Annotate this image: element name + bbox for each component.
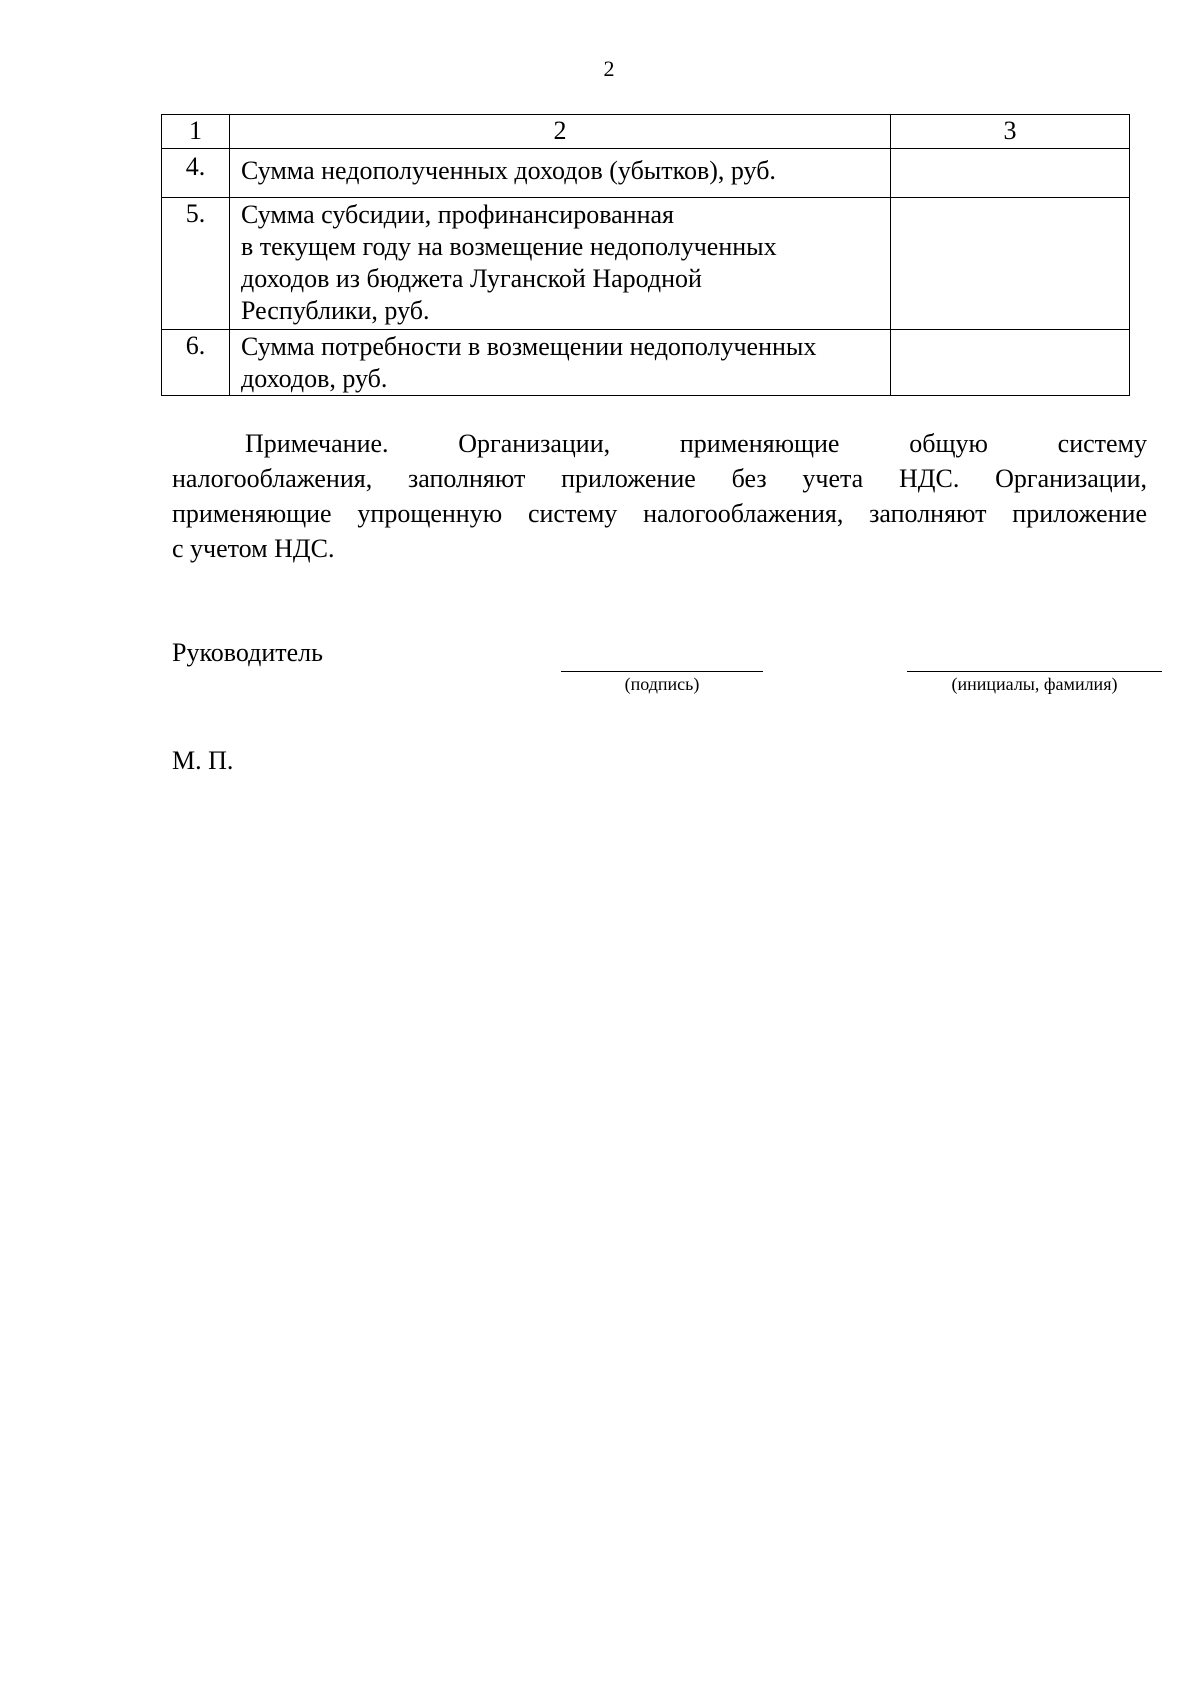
column-header-2: 2 <box>230 115 891 149</box>
note-line: применяющие упрощенную систему налогооблажения, заполняют приложение <box>172 499 1147 528</box>
signature-caption: (подпись) <box>624 674 700 694</box>
row-description <box>230 149 891 198</box>
row-number: 6. <box>162 330 230 396</box>
column-header-1: 1 <box>162 115 230 149</box>
note-line: Примечание. Организации, применяющие общую систему <box>245 429 1147 458</box>
table-row <box>162 149 1130 198</box>
row-value <box>891 330 1130 396</box>
name-line <box>907 671 1162 672</box>
row-number: 5. <box>162 198 230 330</box>
table-header-row <box>162 115 1130 149</box>
page-number: 2 <box>603 56 615 81</box>
description-line: в текущем году на возмещение недополученных <box>241 232 777 261</box>
row-number: 4. <box>162 149 230 198</box>
description-line: Сумма субсидии, профинансированная <box>241 200 675 229</box>
row-value <box>891 149 1130 198</box>
signature-field <box>561 671 763 695</box>
name-caption: (инициалы, фамилия) <box>951 674 1118 694</box>
row-description <box>230 330 891 396</box>
data-table <box>161 114 1130 396</box>
note-line: с учетом НДС. <box>172 534 335 563</box>
description-line: доходов, руб. <box>241 364 388 393</box>
column-header-3: 3 <box>891 115 1130 149</box>
description-line: Сумма недополученных доходов (убытков), руб. <box>241 156 776 185</box>
signature-line <box>561 671 763 672</box>
seal-label: М. П. <box>172 746 234 775</box>
note-paragraph <box>172 426 1147 566</box>
name-field <box>907 671 1162 695</box>
description-line: Сумма потребности в возмещении недополученных <box>241 332 817 361</box>
signer-role: Руководитель <box>172 638 323 667</box>
table-row <box>162 330 1130 396</box>
description-line: доходов из бюджета Луганской Народной <box>241 264 702 293</box>
note-line: налогооблажения, заполняют приложение без учета НДС. Организации, <box>172 464 1147 493</box>
row-description <box>230 198 891 330</box>
description-line: Республики, руб. <box>241 296 430 325</box>
row-value <box>891 198 1130 330</box>
table-row <box>162 198 1130 330</box>
